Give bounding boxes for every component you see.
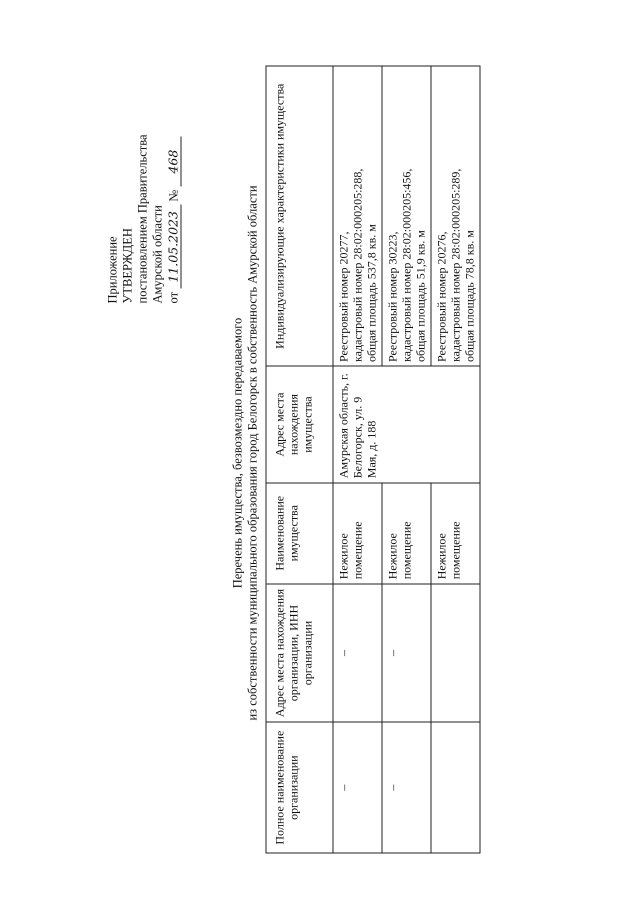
registry-number: Реестровый номер 20277, xyxy=(336,231,350,362)
number-sign: № xyxy=(166,189,180,202)
cell-property-name: Нежилое помещение xyxy=(431,482,480,583)
cell-characteristics xyxy=(333,66,382,366)
cell-org-name xyxy=(431,722,480,853)
date-prefix: от xyxy=(166,291,180,303)
header-org-address: Адрес места нахождения организации, ИНН организации xyxy=(266,583,333,722)
registry-number: Реестровый номер 20276, xyxy=(434,231,448,362)
region-label: Амурской области xyxy=(150,204,164,303)
cell-characteristics xyxy=(382,66,431,366)
cell-org-address: – xyxy=(382,583,431,722)
property-table xyxy=(265,65,480,853)
document-title xyxy=(230,0,260,905)
table-row xyxy=(333,66,382,853)
cell-characteristics xyxy=(431,66,480,366)
total-area: общая площадь 537,8 кв. м xyxy=(364,223,378,362)
cell-property-name: Нежилое помещение xyxy=(382,482,431,583)
cadastral-number: кадастровый номер 28:02:000205:289, xyxy=(448,168,462,362)
approval-block xyxy=(105,134,181,303)
registry-number: Реестровый номер 30223, xyxy=(385,231,399,362)
handwritten-date: 11.05.2023 xyxy=(165,204,181,288)
cell-org-name: – xyxy=(333,722,382,853)
cell-org-address: – xyxy=(333,583,382,722)
header-org-name: Полное наименование организации xyxy=(266,722,333,853)
header-property-name: Наименование имущества xyxy=(266,482,333,583)
header-property-address: Адрес места нахождения имущества xyxy=(266,366,333,482)
table-header-row xyxy=(266,66,333,853)
cadastral-number: кадастровый номер 28:02:000205:288, xyxy=(350,168,364,362)
cell-org-address xyxy=(431,583,480,722)
cell-property-name: Нежилое помещение xyxy=(333,482,382,583)
handwritten-number: 468 xyxy=(165,136,181,186)
resolution-label: постановлением Правительства xyxy=(135,133,149,303)
title-line-1: Перечень имущества, безвозмездно передаваемого xyxy=(230,317,244,588)
title-line-2: из собственности муниципального образования город Белогорск в собственность Амурской области xyxy=(245,184,259,721)
approved-label: УТВЕРЖДЕН xyxy=(120,227,134,303)
header-characteristics: Индивидуализирующие характеристики имущества xyxy=(266,66,333,366)
total-area: общая площадь 78,8 кв. м xyxy=(462,229,476,362)
date-number-line xyxy=(165,134,181,303)
cell-org-name: – xyxy=(382,722,431,853)
cadastral-number: кадастровый номер 28:02:000205:456, xyxy=(399,168,413,362)
total-area: общая площадь 51,9 кв. м xyxy=(413,229,427,362)
appendix-label: Приложение xyxy=(105,235,119,303)
cell-property-address: Амурская область, г. Белогорск, ул. 9 Мая, д. 188 xyxy=(333,366,480,482)
